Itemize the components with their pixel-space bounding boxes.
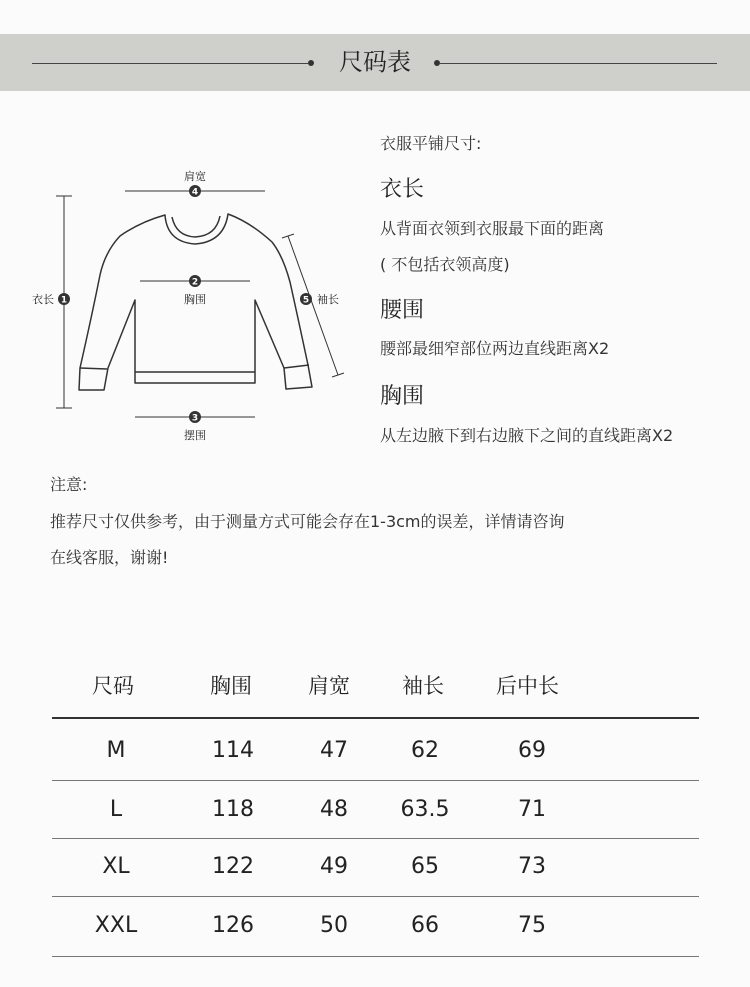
row-divider — [52, 956, 699, 957]
chest-desc-line-1: 从左边腋下到右边腋下之间的直线距离X2 — [380, 426, 674, 445]
note-line-2: 在线客服，谢谢! — [50, 548, 169, 567]
cell-back-length: 75 — [518, 913, 546, 938]
cell-sleeve: 65 — [411, 854, 439, 879]
cuff-left — [80, 368, 107, 369]
svg-text:4: 4 — [191, 187, 199, 198]
waist-heading: 腰围 — [380, 298, 425, 323]
table-header-shoulder: 肩宽 — [308, 674, 350, 698]
cell-size: XXL — [94, 913, 138, 938]
page-title: 尺码表 — [339, 48, 411, 76]
row-divider — [52, 838, 699, 839]
cell-back-length: 69 — [518, 738, 546, 763]
cell-sleeve: 66 — [411, 913, 439, 938]
collar — [172, 216, 220, 237]
table-header-rule — [52, 717, 699, 719]
cell-size: XL — [102, 854, 130, 879]
sleeve-label: 袖长 — [317, 293, 339, 306]
table-header-size: 尺码 — [92, 674, 134, 698]
cuff-right — [284, 365, 309, 368]
cell-back-length: 73 — [518, 854, 546, 879]
table-header-sleeve: 袖长 — [402, 674, 444, 698]
header-divider-right — [440, 63, 717, 64]
table-header-chest: 胸围 — [210, 674, 252, 698]
length-desc-line-2: ( 不包括衣领高度) — [380, 255, 510, 274]
cell-shoulder: 50 — [320, 913, 348, 938]
cell-chest: 126 — [212, 913, 254, 938]
note-line-1: 推荐尺寸仅供参考，由于测量方式可能会存在1-3cm的误差，详情请咨询 — [50, 512, 565, 531]
svg-text:1: 1 — [60, 295, 68, 306]
header-divider-left — [32, 63, 308, 64]
cell-shoulder: 48 — [320, 797, 348, 822]
cell-chest: 118 — [212, 797, 254, 822]
waist-desc-line-1: 腰部最细窄部位两边直线距离X2 — [380, 339, 610, 358]
table-header-back-length: 后中长 — [496, 674, 559, 698]
row-divider — [52, 896, 699, 897]
note-title: 注意: — [50, 475, 88, 494]
cell-back-length: 71 — [518, 797, 546, 822]
chest-heading: 胸围 — [380, 384, 425, 409]
cell-size: M — [106, 738, 126, 763]
cell-shoulder: 49 — [320, 854, 348, 879]
length-heading: 衣长 — [380, 177, 425, 202]
svg-text:3: 3 — [191, 413, 199, 424]
shoulder-label: 肩宽 — [184, 170, 206, 183]
cell-chest: 122 — [212, 854, 254, 879]
row-divider — [52, 780, 699, 781]
svg-text:5: 5 — [302, 295, 310, 306]
cell-size: L — [109, 797, 123, 822]
sweater-diagram — [0, 150, 360, 450]
cell-shoulder: 47 — [320, 738, 348, 763]
length-label: 衣长 — [32, 293, 54, 306]
chest-label: 胸围 — [184, 293, 206, 306]
cell-chest: 114 — [212, 738, 254, 763]
hem-label: 摆围 — [184, 429, 206, 442]
cell-sleeve: 63.5 — [400, 797, 450, 822]
svg-text:2: 2 — [191, 277, 199, 288]
header-dot-left — [308, 60, 314, 66]
cell-sleeve: 62 — [411, 738, 439, 763]
description-intro: 衣服平铺尺寸: — [380, 134, 482, 153]
length-desc-line-1: 从背面衣领到衣服最下面的距离 — [380, 219, 605, 238]
